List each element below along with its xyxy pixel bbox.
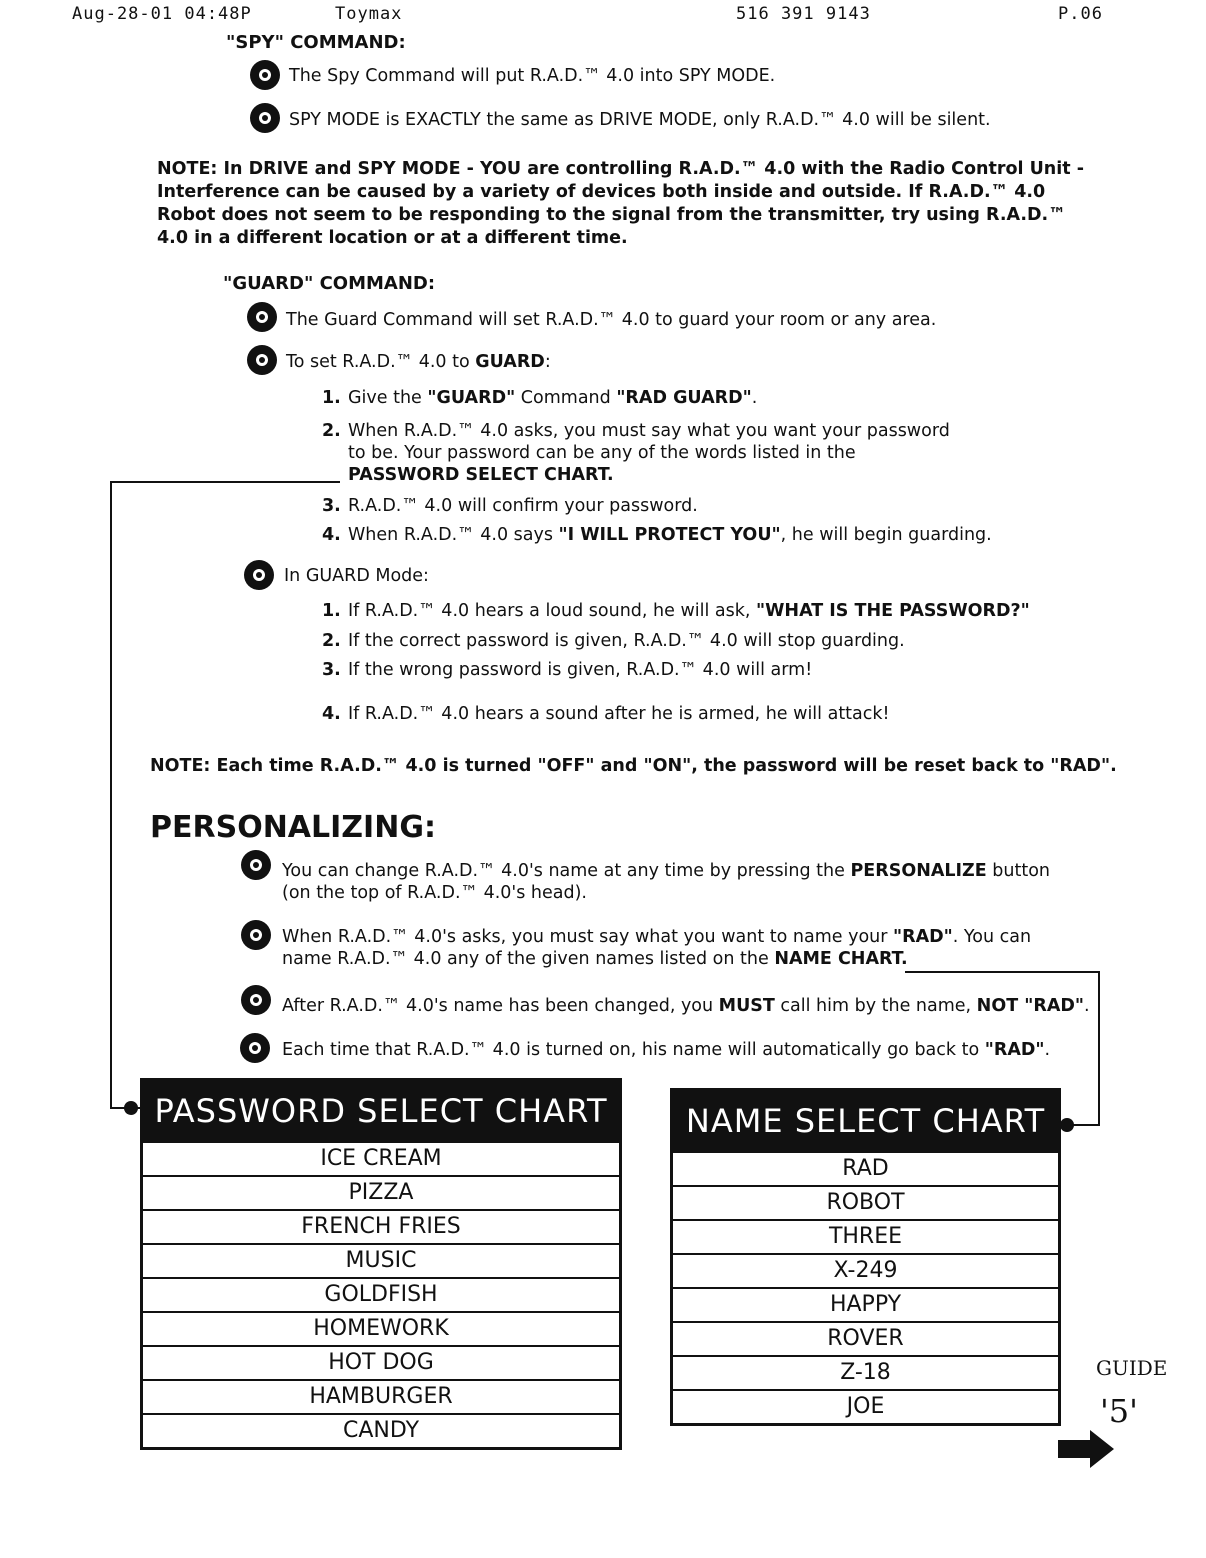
password-chart-row: FRENCH FRIES [143, 1209, 619, 1243]
fax-page: P.06 [1058, 4, 1103, 24]
spy-heading: "SPY" COMMAND: [226, 32, 406, 53]
password-chart-row: MUSIC [143, 1243, 619, 1277]
password-chart-row: ICE CREAM [143, 1141, 619, 1175]
guard-bullet-2: To set R.A.D.™ 4.0 to GUARD: [286, 352, 551, 372]
bullet-icon [247, 345, 277, 375]
guard-step-4: 4. When R.A.D.™ 4.0 says "I WILL PROTECT YOU", he will begin guarding. [322, 525, 992, 545]
name-chart-row: ROBOT [673, 1185, 1058, 1219]
bullet-icon [241, 920, 271, 950]
password-chart-row: HOT DOG [143, 1345, 619, 1379]
bullet-icon [240, 1033, 270, 1063]
guard-heading: "GUARD" COMMAND: [223, 273, 436, 294]
fax-sender: Toymax [335, 4, 403, 24]
guard-mode-step-1: 1. If R.A.D.™ 4.0 hears a loud sound, he will ask, "WHAT IS THE PASSWORD?" [322, 601, 1030, 621]
spy-bullet-2: SPY MODE is EXACTLY the same as DRIVE MODE, only R.A.D.™ 4.0 will be silent. [289, 110, 991, 130]
note-drive-spy: NOTE: In DRIVE and SPY MODE - YOU are controlling R.A.D.™ 4.0 with the Radio Control Unit - Interference can be caused by a variety of devices both inside and outside. If R.A.D.™ 4.0 Robot does not seem to be responding to the signal from the transmitter, try using R.A.D.™ 4.0 in a different location or at a different time. [157, 159, 1084, 248]
connector-line [110, 481, 340, 483]
note-password-reset: NOTE: Each time R.A.D.™ 4.0 is turned "OFF" and "ON", the password will be reset back to "RAD". [150, 756, 1117, 776]
guard-step-3: 3. R.A.D.™ 4.0 will confirm your password. [322, 496, 698, 516]
personalizing-heading: PERSONALIZING: [150, 810, 436, 845]
spy-bullet-1: The Spy Command will put R.A.D.™ 4.0 into SPY MODE. [289, 66, 776, 86]
guard-step-2: 2. When R.A.D.™ 4.0 asks, you must say what you want your password to be. Your password can be any of the words listed in the PASSWORD SELECT CHART. [322, 421, 950, 485]
personalize-bullet-1: You can change R.A.D.™ 4.0's name at any time by pressing the PERSONALIZE button (on the top of R.A.D.™ 4.0's head). [282, 861, 1050, 903]
password-chart-title: PASSWORD SELECT CHART [143, 1081, 619, 1141]
handwritten-guide: GUIDE [1096, 1356, 1168, 1380]
next-arrow-icon [1056, 1428, 1116, 1470]
bullet-icon [250, 103, 280, 133]
name-chart-row: JOE [673, 1389, 1058, 1423]
personalize-bullet-2: When R.A.D.™ 4.0's asks, you must say what you want to name your "RAD". You can name R.A.D.™ 4.0 any of the given names listed on the NAME CHART. [282, 927, 1032, 969]
bullet-icon [250, 60, 280, 90]
guard-mode-step-4: 4. If R.A.D.™ 4.0 hears a sound after he is armed, he will attack! [322, 704, 890, 724]
personalize-bullet-3: After R.A.D.™ 4.0's name has been changed, you MUST call him by the name, NOT "RAD". [282, 996, 1090, 1016]
name-chart-row: Z-18 [673, 1355, 1058, 1389]
fax-date-time: Aug-28-01 04:48P [72, 4, 252, 24]
name-chart-row: HAPPY [673, 1287, 1058, 1321]
handwritten-page-number: '5' [1100, 1392, 1138, 1430]
name-chart-row: RAD [673, 1151, 1058, 1185]
connector-line [905, 971, 1100, 973]
bullet-icon [241, 850, 271, 880]
bullet-icon [247, 302, 277, 332]
guard-mode-intro: In GUARD Mode: [284, 566, 429, 586]
password-chart-row: HAMBURGER [143, 1379, 619, 1413]
guard-bullet-1: The Guard Command will set R.A.D.™ 4.0 to guard your room or any area. [286, 310, 937, 330]
bullet-icon [241, 985, 271, 1015]
password-chart-row: HOMEWORK [143, 1311, 619, 1345]
name-chart-title: NAME SELECT CHART [673, 1091, 1058, 1151]
personalize-bullet-4: Each time that R.A.D.™ 4.0 is turned on, his name will automatically go back to "RAD". [282, 1040, 1051, 1060]
password-select-chart [140, 1078, 622, 1450]
name-select-chart [670, 1088, 1061, 1426]
password-chart-row: GOLDFISH [143, 1277, 619, 1311]
fax-phone: 516 391 9143 [736, 4, 871, 24]
name-chart-row: X-249 [673, 1253, 1058, 1287]
connector-dot-icon [124, 1101, 138, 1115]
password-chart-row: CANDY [143, 1413, 619, 1447]
guard-mode-step-3: 3. If the wrong password is given, R.A.D.™ 4.0 will arm! [322, 660, 813, 680]
connector-line [110, 481, 112, 1109]
password-chart-row: PIZZA [143, 1175, 619, 1209]
name-chart-row: ROVER [673, 1321, 1058, 1355]
connector-line [1098, 971, 1100, 1126]
name-chart-row: THREE [673, 1219, 1058, 1253]
bullet-icon [244, 560, 274, 590]
guard-mode-step-2: 2. If the correct password is given, R.A.D.™ 4.0 will stop guarding. [322, 631, 905, 651]
guard-step-1: 1. Give the "GUARD" Command "RAD GUARD". [322, 388, 758, 408]
connector-dot-icon [1060, 1118, 1074, 1132]
